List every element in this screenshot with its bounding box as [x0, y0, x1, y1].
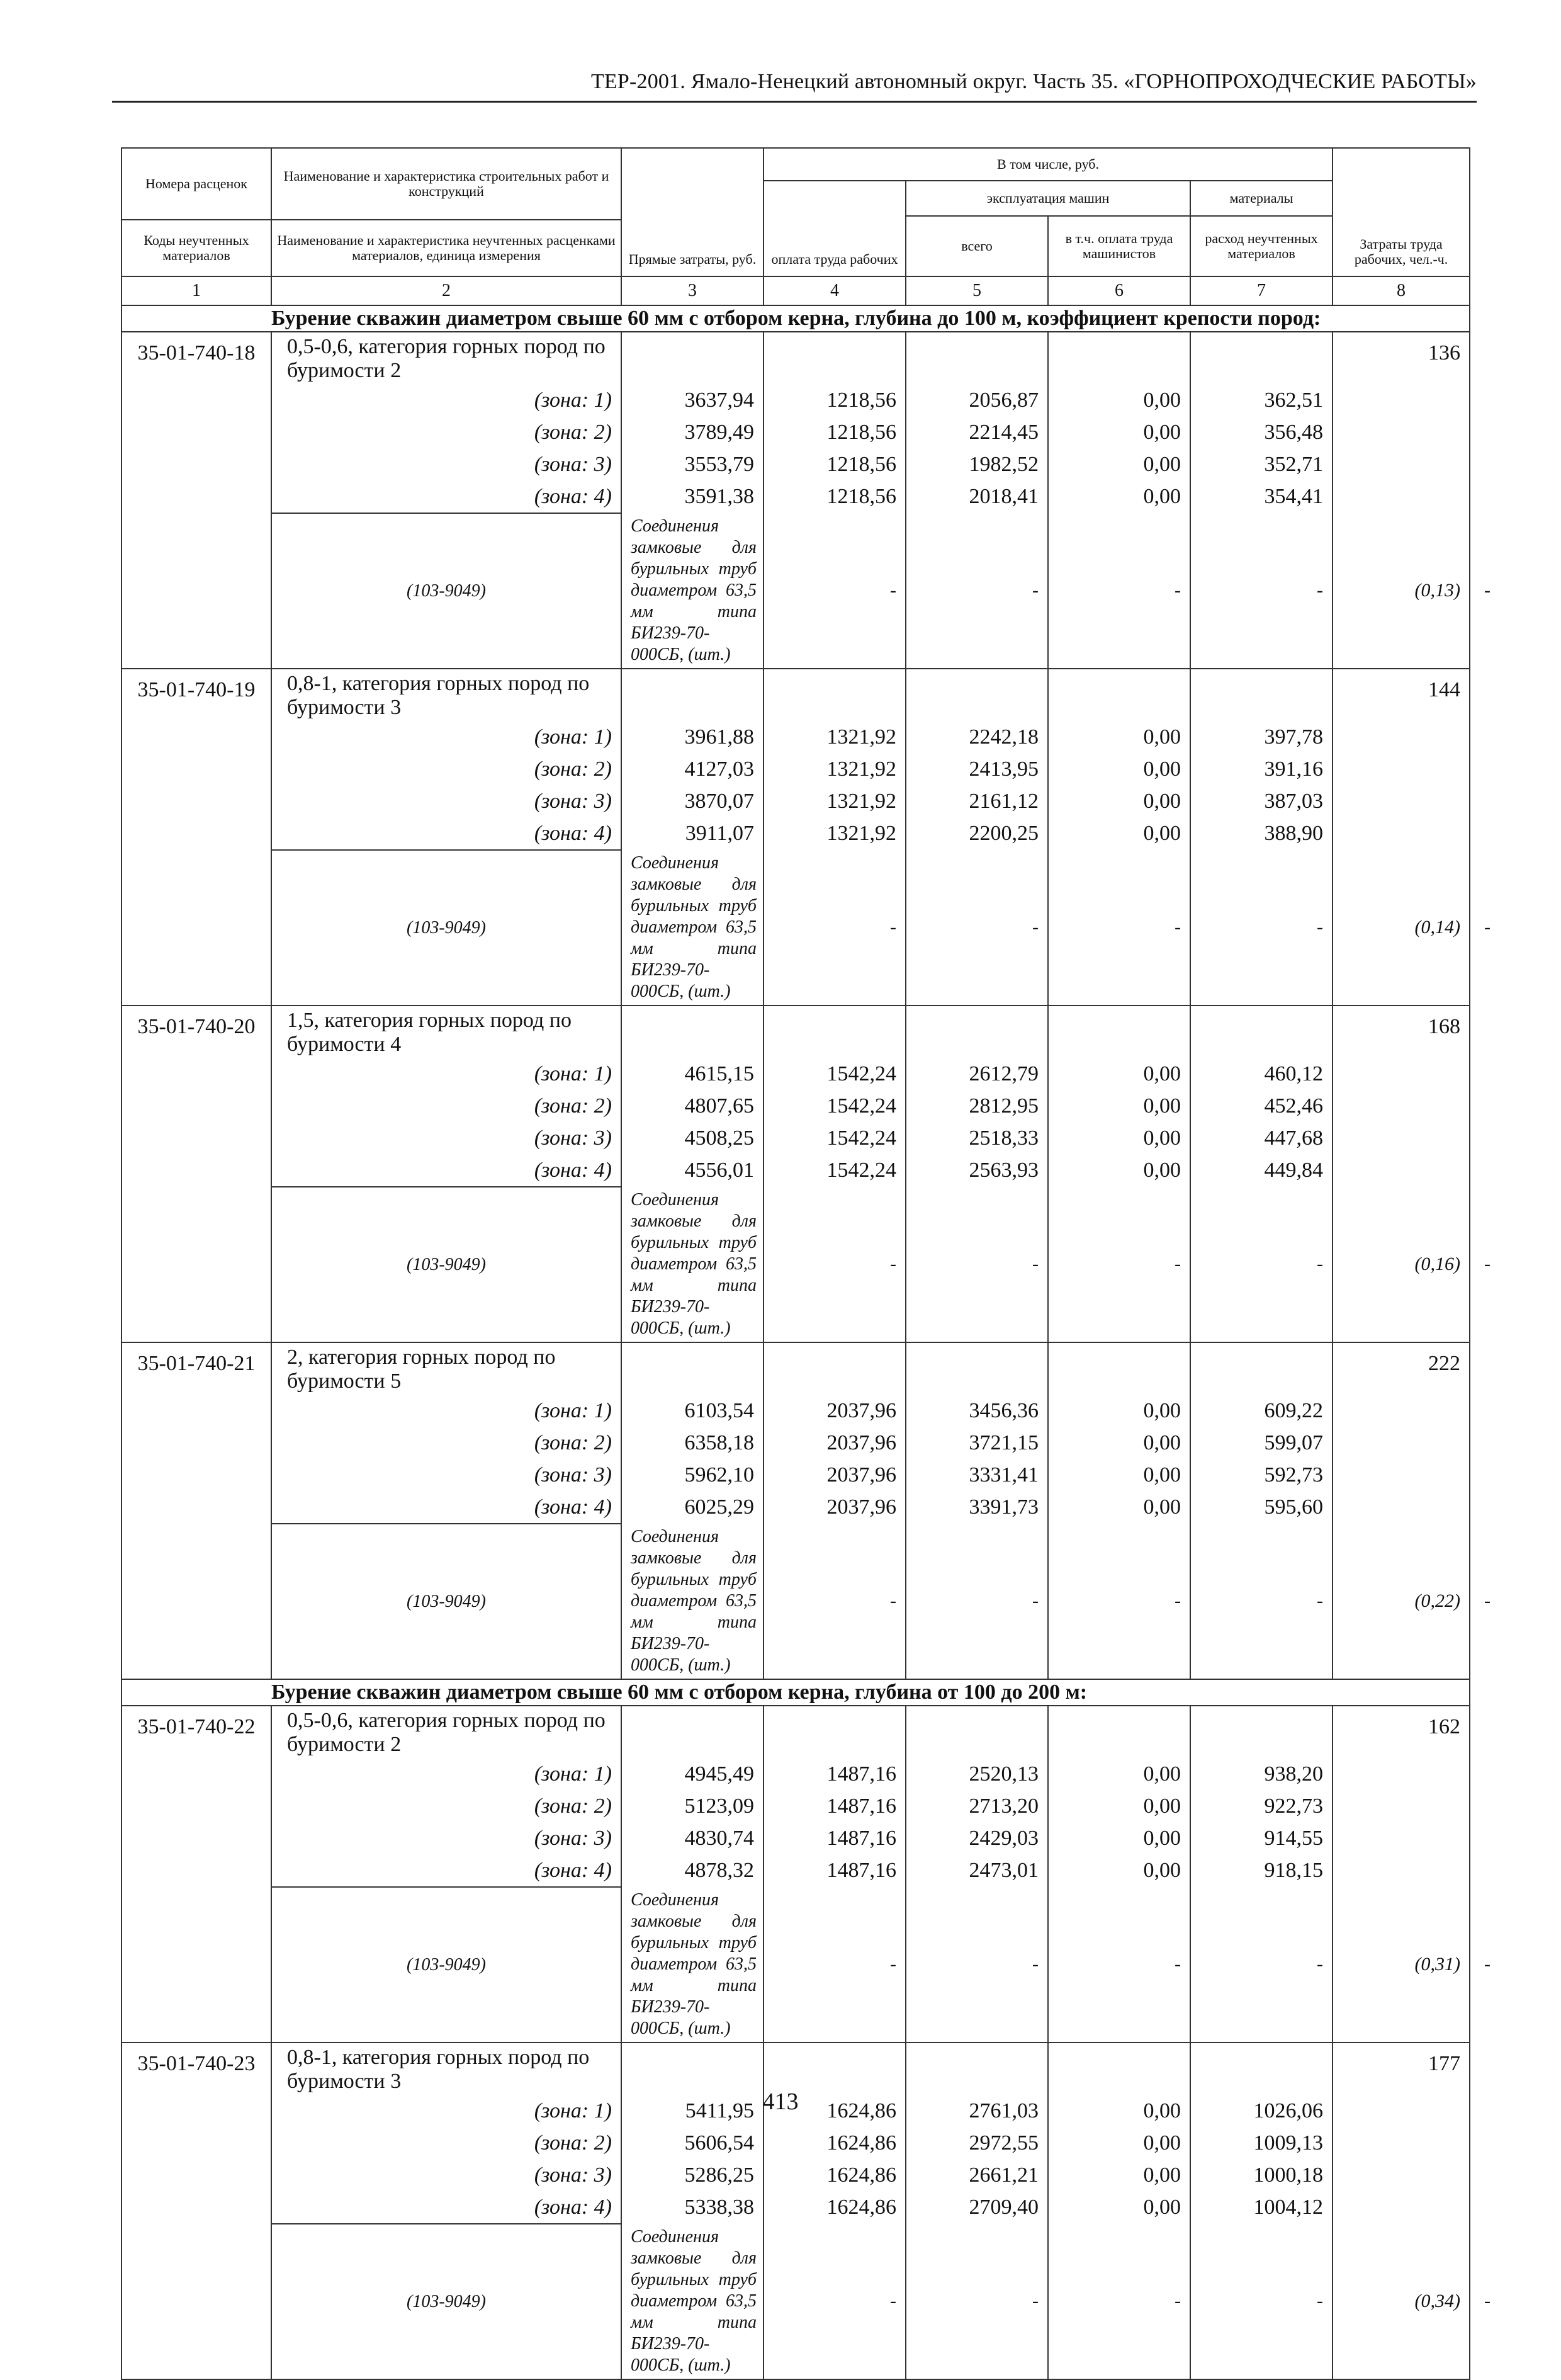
header-material-names: Наименование и характеристика неучтенных расценками материалов, единица измерения: [271, 220, 621, 276]
empty-cell: [1333, 785, 1470, 817]
header-materials: материалы: [1190, 181, 1333, 216]
labor-pay: 1218,56: [764, 384, 906, 416]
labor-pay: 2037,96: [764, 1491, 906, 1524]
direct-costs: 3553,79: [621, 448, 764, 480]
empty-cell: [1333, 416, 1470, 448]
zone-label: (зона: 3): [271, 1822, 621, 1854]
material-description: Соединения замковые для бурильных труб диаметром 63,5 мм типа БИ239-70-000СБ, (шт.): [621, 1187, 764, 1342]
zone-label: (зона: 4): [271, 2191, 621, 2224]
machines-operators: 0,00: [1048, 448, 1190, 480]
labor-pay: 1624,86: [764, 2159, 906, 2191]
direct-costs: 4830,74: [621, 1822, 764, 1854]
direct-costs: 4127,03: [621, 753, 764, 785]
zone-label: (зона: 4): [271, 1491, 621, 1524]
empty-cell: [764, 332, 906, 384]
empty-cell: [764, 669, 906, 721]
materials: 449,84: [1190, 1154, 1333, 1187]
material-code: (103-9049): [271, 1187, 621, 1342]
empty-cell: [906, 669, 1048, 721]
rate-description: 0,8-1, категория горных пород по буримости 3: [271, 2043, 621, 2095]
materials: 352,71: [1190, 448, 1333, 480]
empty-cell: [1333, 1758, 1470, 1790]
column-number: 2: [271, 276, 621, 305]
header-material-codes: Коды неучтенных материалов: [121, 220, 271, 276]
material-quantity: (0,16): [1333, 1187, 1470, 1342]
machines-total: 2713,20: [906, 1790, 1048, 1822]
empty-cell: [1190, 1342, 1333, 1395]
machines-total: 2214,45: [906, 416, 1048, 448]
material-quantity: (0,31): [1333, 1887, 1470, 2043]
direct-costs: 5411,95: [621, 2095, 764, 2127]
machines-operators: 0,00: [1048, 1090, 1190, 1122]
machines-operators: 0,00: [1048, 1822, 1190, 1854]
zone-label: (зона: 1): [271, 1058, 621, 1090]
direct-costs: 5962,10: [621, 1459, 764, 1491]
materials: 599,07: [1190, 1427, 1333, 1459]
rate-code: 35-01-740-19: [121, 669, 271, 1006]
machines-total: 2242,18: [906, 721, 1048, 753]
zone-label: (зона: 3): [271, 1122, 621, 1154]
machines-total: 2612,79: [906, 1058, 1048, 1090]
empty-cell: [621, 1706, 764, 1758]
empty-cell: [1333, 1058, 1470, 1090]
empty-cell: [1048, 669, 1190, 721]
empty-cell: [1333, 1491, 1470, 1524]
machines-operators: 0,00: [1048, 2191, 1190, 2224]
page-header: ТЕР-2001. Ямало-Ненецкий автономный округ. Часть 35. «ГОРНОПРОХОДЧЕСКИЕ РАБОТЫ»: [590, 70, 1477, 93]
empty-cell: [1190, 2043, 1333, 2095]
column-number: 4: [764, 276, 906, 305]
direct-costs: 4878,32: [621, 1854, 764, 1887]
machines-total: 2761,03: [906, 2095, 1048, 2127]
material-quantity: (0,13): [1333, 513, 1470, 669]
empty-cell: [1190, 1706, 1333, 1758]
material-code: (103-9049): [271, 513, 621, 669]
labor-cost: 162: [1333, 1706, 1470, 1758]
direct-costs: 3961,88: [621, 721, 764, 753]
empty-cell: [764, 1006, 906, 1058]
empty-cell: [1333, 1854, 1470, 1887]
zone-label: (зона: 1): [271, 1758, 621, 1790]
zone-label: (зона: 1): [271, 721, 621, 753]
empty-cell: [1048, 1006, 1190, 1058]
machines-total: 3331,41: [906, 1459, 1048, 1491]
zone-label: (зона: 3): [271, 2159, 621, 2191]
empty-cell: [906, 332, 1048, 384]
empty-cell: [1333, 1090, 1470, 1122]
labor-pay: 1624,86: [764, 2127, 906, 2159]
dash-cell: -: [764, 1187, 906, 1342]
empty-cell: [1333, 480, 1470, 513]
materials: 595,60: [1190, 1491, 1333, 1524]
materials: 1000,18: [1190, 2159, 1333, 2191]
rate-description: 1,5, категория горных пород по буримости 4: [271, 1006, 621, 1058]
dash-cell: -: [764, 2224, 906, 2379]
materials: 914,55: [1190, 1822, 1333, 1854]
direct-costs: 5338,38: [621, 2191, 764, 2224]
materials: 918,15: [1190, 1854, 1333, 1887]
material-code: (103-9049): [271, 2224, 621, 2379]
material-code: (103-9049): [271, 1887, 621, 2043]
empty-cell: [1333, 2191, 1470, 2224]
machines-total: 2661,21: [906, 2159, 1048, 2191]
machines-total: 2709,40: [906, 2191, 1048, 2224]
machines-operators: 0,00: [1048, 384, 1190, 416]
labor-pay: 1321,92: [764, 785, 906, 817]
zone-label: (зона: 2): [271, 1427, 621, 1459]
machines-operators: 0,00: [1048, 1122, 1190, 1154]
labor-pay: 1624,86: [764, 2095, 906, 2127]
machines-operators: 0,00: [1048, 1459, 1190, 1491]
machines-operators: 0,00: [1048, 2095, 1190, 2127]
machines-total: 2200,25: [906, 817, 1048, 850]
materials: 387,03: [1190, 785, 1333, 817]
zone-label: (зона: 3): [271, 785, 621, 817]
direct-costs: 4615,15: [621, 1058, 764, 1090]
materials: 592,73: [1190, 1459, 1333, 1491]
materials: 388,90: [1190, 817, 1333, 850]
labor-pay: 1218,56: [764, 448, 906, 480]
material-description: Соединения замковые для бурильных труб диаметром 63,5 мм типа БИ239-70-000СБ, (шт.): [621, 1887, 764, 2043]
machines-operators: 0,00: [1048, 817, 1190, 850]
header-rate-numbers: Номера расценок: [121, 148, 271, 220]
machines-operators: 0,00: [1048, 721, 1190, 753]
rate-code: 35-01-740-23: [121, 2043, 271, 2379]
dash-cell: -: [1048, 513, 1190, 669]
labor-pay: 1321,92: [764, 753, 906, 785]
materials: 1009,13: [1190, 2127, 1333, 2159]
column-number: 1: [121, 276, 271, 305]
machines-operators: 0,00: [1048, 1154, 1190, 1187]
zone-label: (зона: 1): [271, 384, 621, 416]
machines-operators: 0,00: [1048, 1854, 1190, 1887]
rates-table: Номера расценок Наименование и характеристика строительных работ и конструкций Прямые затраты, руб. В том числе, руб. Затраты труда рабочих, чел.-ч. оплата труда рабочих эксплуатация машин материалы всего в т.ч. оплата труда машинистов расход неучтенных материалов Коды неучтенных материалов Наименование и характеристика неучтенных расценками материалов, единица измерения 1 2 3 4 5 6 7 8 Бурение скважин диаметром свыше 60 мм с отбором керна, глубина до 100 м, коэффициент крепости пород: 35-01-740-18 0,5-0,6, категория горных пород по буримости 2 136 (зона: 1) 3637,94 1218,56 2056,87 0,00 362,51 (зона: 2) 3789,49 1218,56 2214,45 0,00 356,48 (зона: 3) 3553,79 1218,56 1982,52 0,00 352,71 (зона: 4) 3591,38 1218,56 2018,41 0,00 354,41 (103-9049) Соединения замковые для бурильных труб диаметром 63,5 мм типа БИ239-70-000СБ, (шт.) - - - - (0,13) - 35-01-740-19 0,8-1, категория горных пород по буримости 3 144 (зона: 1) 3961,88 1321,92 2242,18 0,00 397,78 (зона: 2) 4127,03 1321,92 2413,95 0,00 391,16 (зона: 3) 3870,07 1321,92 2161,12 0,00 387,03 (зона: 4) 3911,07 1321,92 2200,25 0,00 388,90 (103-9049) Соединения замковые для бурильных труб диаметром 63,5 мм типа БИ239-70-000СБ, (шт.) - - - - (0,14) - 35-01-740-20 1,5, категория горных пород по буримости 4 168 (зона: 1) 4615,15 1542,24 2612,79 0,00 460,12 (зона: 2) 4807,65 1542,24 2812,95 0,00 452,46 (зона: 3) 4508,25 1542,24 2518,33 0,00 447,68 (зона: 4) 4556,01 1542,24 2563,93 0,00 449,84 (103-9049) Соединения замковые для бурильных труб диаметром 63,5 мм типа БИ239-70-000СБ, (шт.) - - - - (0,16) - 35-01-740-21 2, категория горных пород по буримости 5 222 (зона: 1) 6103,54 2037,96 3456,36 0,00 609,22 (зона: 2) 6358,18 2037,96 3721,15 0,00 599,07 (зона: 3) 5962,10 2037,96 3331,41 0,00 592,73 (зона: 4) 6025,29 2037,96 3391,73 0,00 595,60 (103-9049) Соединения замковые для бурильных труб диаметром 63,5 мм типа БИ239-70-000СБ, (шт.) - - - - (0,22) - Бурение скважин диаметром свыше 60 мм с отбором керна, глубина от 100 до 200 м: 35-01-740-22 0,5-0,6, категория горных пород по буримости 2 162 (зона: 1) 4945,49 1487,16 2520,13 0,00 938,20 (зона: 2) 5123,09 1487,16 2713,20 0,00 922,73 (зона: 3) 4830,74 1487,16 2429,03 0,00 914,55 (зона: 4) 4878,32 1487,16 2473,01 0,00 918,15 (103-9049) Соединения замковые для бурильных труб диаметром 63,5 мм типа БИ239-70-000СБ, (шт.) - - - - (0,31) - 35-01-740-23 0,8-1, категория горных пород по буримости 3 177 (зона: 1) 5411,95 1624,86 2761,03 0,00 1026,06 (зона: 2) 5606,54 1624,86 2972,55 0,00 1009,13 (зона: 3) 5286,25 1624,86 2661,21 0,00 1000,18 (зона: 4) 5338,38 1624,86 2709,40 0,00 1004,12 (103-9049) Соединения замковые для бурильных труб диаметром 63,5 мм типа БИ239-70-000СБ, (шт.) - - - - (0,34) -: [121, 147, 1470, 2380]
zone-label: (зона: 4): [271, 1154, 621, 1187]
dash-cell: -: [1048, 1887, 1190, 2043]
zone-label: (зона: 2): [271, 2127, 621, 2159]
dash-cell: -: [906, 1187, 1048, 1342]
material-description: Соединения замковые для бурильных труб диаметром 63,5 мм типа БИ239-70-000СБ, (шт.): [621, 513, 764, 669]
section-title: Бурение скважин диаметром свыше 60 мм с отбором керна, глубина до 100 м, коэффициент крепости пород:: [271, 305, 1470, 332]
empty-cell: [1333, 384, 1470, 416]
zone-label: (зона: 4): [271, 1854, 621, 1887]
materials: 922,73: [1190, 1790, 1333, 1822]
column-number: 6: [1048, 276, 1190, 305]
rate-code: 35-01-740-18: [121, 332, 271, 669]
machines-total: 2812,95: [906, 1090, 1048, 1122]
dash-cell: -: [764, 1887, 906, 2043]
column-number: 8: [1333, 276, 1470, 305]
labor-pay: 1542,24: [764, 1090, 906, 1122]
labor-pay: 1487,16: [764, 1822, 906, 1854]
empty-cell: [1333, 817, 1470, 850]
dash-cell: -: [764, 850, 906, 1006]
dash-cell: -: [1190, 2224, 1333, 2379]
dash-cell: -: [1190, 1187, 1333, 1342]
machines-operators: 0,00: [1048, 1427, 1190, 1459]
materials: 354,41: [1190, 480, 1333, 513]
dash-cell: -: [764, 513, 906, 669]
header-machines-total: всего: [906, 216, 1048, 276]
machines-operators: 0,00: [1048, 2127, 1190, 2159]
direct-costs: 5606,54: [621, 2127, 764, 2159]
machines-total: 2161,12: [906, 785, 1048, 817]
labor-pay: 1487,16: [764, 1758, 906, 1790]
labor-cost: 144: [1333, 669, 1470, 721]
empty-cell: [764, 1706, 906, 1758]
header-including: В том числе, руб.: [764, 148, 1333, 181]
dash-cell: -: [764, 1524, 906, 1679]
zone-label: (зона: 2): [271, 1090, 621, 1122]
materials: 397,78: [1190, 721, 1333, 753]
direct-costs: 3591,38: [621, 480, 764, 513]
direct-costs: 6358,18: [621, 1427, 764, 1459]
dash-cell: -: [906, 1524, 1048, 1679]
machines-total: 1982,52: [906, 448, 1048, 480]
empty-cell: [621, 1342, 764, 1395]
zone-label: (зона: 4): [271, 480, 621, 513]
labor-cost: 222: [1333, 1342, 1470, 1395]
rate-code: 35-01-740-22: [121, 1706, 271, 2043]
zone-label: (зона: 2): [271, 753, 621, 785]
direct-costs: 4556,01: [621, 1154, 764, 1187]
empty-cell: [1048, 1706, 1190, 1758]
empty-cell: [1190, 332, 1333, 384]
page-number: 413: [762, 2088, 799, 2115]
dash-cell: -: [1190, 850, 1333, 1006]
direct-costs: 6025,29: [621, 1491, 764, 1524]
zone-label: (зона: 1): [271, 1395, 621, 1427]
machines-operators: 0,00: [1048, 1491, 1190, 1524]
direct-costs: 3789,49: [621, 416, 764, 448]
direct-costs: 4945,49: [621, 1758, 764, 1790]
empty-cell: [1190, 1006, 1333, 1058]
labor-pay: 1321,92: [764, 721, 906, 753]
dash-cell: -: [1190, 1887, 1333, 2043]
direct-costs: 3637,94: [621, 384, 764, 416]
direct-costs: 3870,07: [621, 785, 764, 817]
direct-costs: 3911,07: [621, 817, 764, 850]
direct-costs: 5286,25: [621, 2159, 764, 2191]
dash-cell: -: [906, 850, 1048, 1006]
dash-cell: -: [1190, 1524, 1333, 1679]
empty-cell: [621, 1006, 764, 1058]
zone-label: (зона: 3): [271, 1459, 621, 1491]
section-title: Бурение скважин диаметром свыше 60 мм с отбором керна, глубина от 100 до 200 м:: [271, 1679, 1470, 1706]
empty-cell: [1333, 753, 1470, 785]
materials: 391,16: [1190, 753, 1333, 785]
material-quantity: (0,34): [1333, 2224, 1470, 2379]
machines-operators: 0,00: [1048, 1058, 1190, 1090]
material-quantity: (0,14): [1333, 850, 1470, 1006]
empty-cell: [1333, 1459, 1470, 1491]
machines-total: 2563,93: [906, 1154, 1048, 1187]
rate-description: 2, категория горных пород по буримости 5: [271, 1342, 621, 1395]
dash-cell: -: [906, 1887, 1048, 2043]
labor-pay: 1321,92: [764, 817, 906, 850]
material-description: Соединения замковые для бурильных труб диаметром 63,5 мм типа БИ239-70-000СБ, (шт.): [621, 1524, 764, 1679]
dash-cell: -: [1048, 1187, 1190, 1342]
empty-cell: [1333, 2159, 1470, 2191]
column-number: 7: [1190, 276, 1333, 305]
zone-label: (зона: 2): [271, 1790, 621, 1822]
materials: 938,20: [1190, 1758, 1333, 1790]
machines-operators: 0,00: [1048, 1758, 1190, 1790]
empty-cell: [1048, 332, 1190, 384]
section-spacer: [121, 305, 271, 332]
rate-description: 0,5-0,6, категория горных пород по буримости 2: [271, 1706, 621, 1758]
labor-cost: 136: [1333, 332, 1470, 384]
labor-cost: 177: [1333, 2043, 1470, 2095]
empty-cell: [1333, 1122, 1470, 1154]
machines-total: 2518,33: [906, 1122, 1048, 1154]
header-machines: эксплуатация машин: [906, 181, 1190, 216]
machines-operators: 0,00: [1048, 1790, 1190, 1822]
empty-cell: [1333, 2127, 1470, 2159]
direct-costs: 5123,09: [621, 1790, 764, 1822]
dash-cell: -: [906, 513, 1048, 669]
empty-cell: [1333, 1154, 1470, 1187]
material-description: Соединения замковые для бурильных труб диаметром 63,5 мм типа БИ239-70-000СБ, (шт.): [621, 2224, 764, 2379]
direct-costs: 6103,54: [621, 1395, 764, 1427]
materials: 609,22: [1190, 1395, 1333, 1427]
empty-cell: [621, 669, 764, 721]
materials: 447,68: [1190, 1122, 1333, 1154]
empty-cell: [1333, 448, 1470, 480]
rate-code: 35-01-740-20: [121, 1006, 271, 1342]
materials: 1004,12: [1190, 2191, 1333, 2224]
machines-total: 3721,15: [906, 1427, 1048, 1459]
labor-pay: 1218,56: [764, 416, 906, 448]
material-code: (103-9049): [271, 850, 621, 1006]
labor-pay: 1542,24: [764, 1122, 906, 1154]
empty-cell: [906, 1342, 1048, 1395]
header-direct-costs: Прямые затраты, руб.: [621, 148, 764, 276]
dash-cell: -: [906, 2224, 1048, 2379]
materials: 362,51: [1190, 384, 1333, 416]
material-description: Соединения замковые для бурильных труб диаметром 63,5 мм типа БИ239-70-000СБ, (шт.): [621, 850, 764, 1006]
labor-pay: 1542,24: [764, 1058, 906, 1090]
empty-cell: [1333, 1427, 1470, 1459]
machines-total: 2056,87: [906, 384, 1048, 416]
zone-label: (зона: 2): [271, 416, 621, 448]
empty-cell: [1048, 2043, 1190, 2095]
empty-cell: [1333, 721, 1470, 753]
labor-pay: 1487,16: [764, 1790, 906, 1822]
dash-cell: -: [1190, 513, 1333, 669]
machines-operators: 0,00: [1048, 785, 1190, 817]
header-materials-unaccounted: расход неучтенных материалов: [1190, 216, 1333, 276]
zone-label: (зона: 1): [271, 2095, 621, 2127]
empty-cell: [764, 1342, 906, 1395]
column-number: 5: [906, 276, 1048, 305]
dash-cell: -: [1048, 850, 1190, 1006]
machines-operators: 0,00: [1048, 416, 1190, 448]
labor-pay: 2037,96: [764, 1427, 906, 1459]
machines-operators: 0,00: [1048, 2159, 1190, 2191]
labor-pay: 1487,16: [764, 1854, 906, 1887]
labor-pay: 1542,24: [764, 1154, 906, 1187]
machines-total: 2413,95: [906, 753, 1048, 785]
machines-total: 2520,13: [906, 1758, 1048, 1790]
header-machines-operators: в т.ч. оплата труда машинистов: [1048, 216, 1190, 276]
dash-cell: -: [1048, 2224, 1190, 2379]
machines-operators: 0,00: [1048, 1395, 1190, 1427]
section-spacer: [121, 1679, 271, 1706]
header-labor-pay: оплата труда рабочих: [764, 181, 906, 276]
empty-cell: [906, 1006, 1048, 1058]
materials: 452,46: [1190, 1090, 1333, 1122]
direct-costs: 4508,25: [621, 1122, 764, 1154]
header-work-name: Наименование и характеристика строительных работ и конструкций: [271, 148, 621, 220]
machines-total: 3391,73: [906, 1491, 1048, 1524]
machines-total: 3456,36: [906, 1395, 1048, 1427]
empty-cell: [906, 1706, 1048, 1758]
labor-pay: 1624,86: [764, 2191, 906, 2224]
empty-cell: [1333, 1822, 1470, 1854]
labor-cost: 168: [1333, 1006, 1470, 1058]
material-code: (103-9049): [271, 1524, 621, 1679]
rate-code: 35-01-740-21: [121, 1342, 271, 1679]
zone-label: (зона: 3): [271, 448, 621, 480]
machines-total: 2429,03: [906, 1822, 1048, 1854]
direct-costs: 4807,65: [621, 1090, 764, 1122]
empty-cell: [1190, 669, 1333, 721]
labor-pay: 2037,96: [764, 1459, 906, 1491]
column-number: 3: [621, 276, 764, 305]
material-quantity: (0,22): [1333, 1524, 1470, 1679]
empty-cell: [1048, 1342, 1190, 1395]
zone-label: (зона: 4): [271, 817, 621, 850]
materials: 1026,06: [1190, 2095, 1333, 2127]
empty-cell: [906, 2043, 1048, 2095]
dash-cell: -: [1048, 1524, 1190, 1679]
empty-cell: [621, 2043, 764, 2095]
rate-description: 0,5-0,6, категория горных пород по буримости 2: [271, 332, 621, 384]
machines-operators: 0,00: [1048, 480, 1190, 513]
machines-operators: 0,00: [1048, 753, 1190, 785]
labor-pay: 1218,56: [764, 480, 906, 513]
empty-cell: [1333, 1395, 1470, 1427]
header-rule: [112, 101, 1477, 103]
materials: 460,12: [1190, 1058, 1333, 1090]
empty-cell: [764, 2043, 906, 2095]
machines-total: 2018,41: [906, 480, 1048, 513]
labor-pay: 2037,96: [764, 1395, 906, 1427]
rate-description: 0,8-1, категория горных пород по буримости 3: [271, 669, 621, 721]
materials: 356,48: [1190, 416, 1333, 448]
machines-total: 2473,01: [906, 1854, 1048, 1887]
header-labor-cost: Затраты труда рабочих, чел.-ч.: [1333, 148, 1470, 276]
empty-cell: [621, 332, 764, 384]
machines-total: 2972,55: [906, 2127, 1048, 2159]
empty-cell: [1333, 1790, 1470, 1822]
